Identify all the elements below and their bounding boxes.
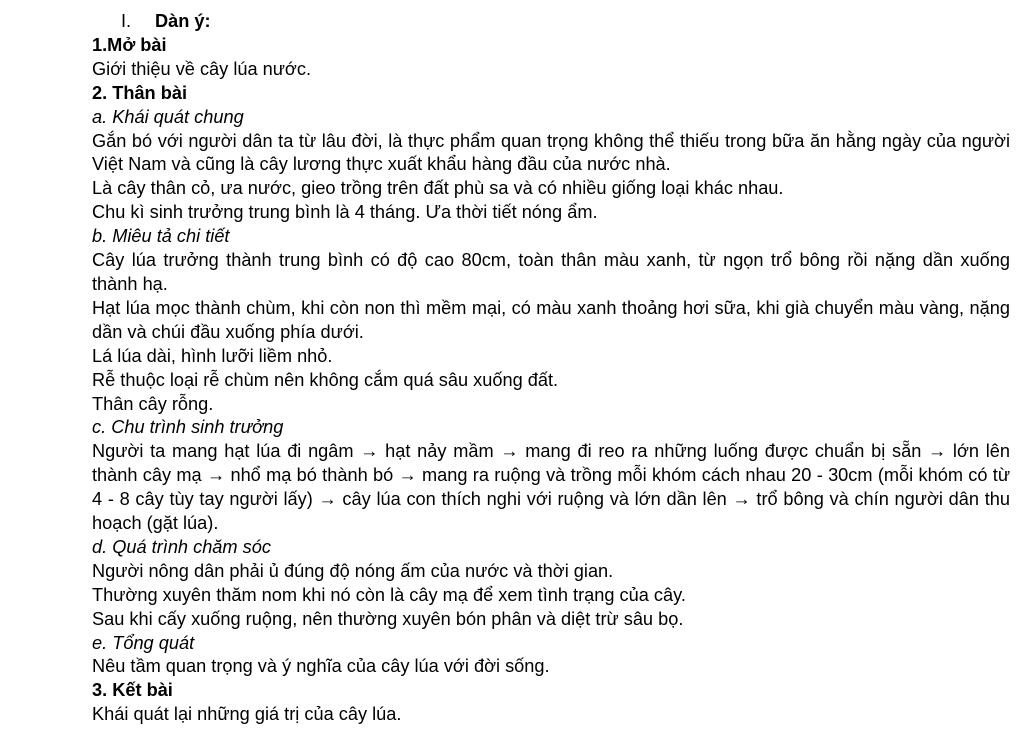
section-d-paragraph: Thường xuyên thăm nom khi nó còn là cây mạ để xem tình trạng của cây. xyxy=(92,584,686,605)
section-e-paragraph: Nêu tầm quan trọng và ý nghĩa của cây lúa với đời sống. xyxy=(92,656,550,677)
section-b-paragraph: Cây lúa trưởng thành trung bình có độ cao 80cm, toàn thân màu xanh, từ ngọn trổ bông rồi nặng dần xuống thành hạ. xyxy=(92,250,1010,294)
section-a-heading: a. Khái quát chung xyxy=(92,106,244,127)
body-heading: 2. Thân bài xyxy=(92,82,187,103)
outline-title-number: I. xyxy=(121,11,132,31)
section-d-heading: d. Quá trình chăm sóc xyxy=(92,536,271,557)
section-a-paragraph: Là cây thân cỏ, ưa nước, gieo trồng trên đất phù sa và có nhiều giống loại khác nhau. xyxy=(92,178,784,199)
conclusion-text: Khái quát lại những giá trị của cây lúa. xyxy=(92,704,402,725)
section-b-paragraph: Lá lúa dài, hình lưỡi liềm nhỏ. xyxy=(92,345,333,366)
intro-heading: 1.Mở bài xyxy=(92,34,167,55)
section-c-paragraph: Người ta mang hạt lúa đi ngâm → hạt nảy mầm → mang đi reo ra những luống được chuẩn bị sẵn → lớn lên thành cây mạ → nhổ mạ bó thành bó → mang ra ruộng và trồng mỗi khóm cách nhau 20 - 30cm (mỗi khóm có từ 4 - 8 cây tùy tay người lấy) → cây lúa con thích nghi với ruộng và lớn dần lên → trổ bông và chín người dân thu hoạch (gặt lúa). xyxy=(92,441,1010,534)
section-d-paragraph: Người nông dân phải ủ đúng độ nóng ấm của nước và thời gian. xyxy=(92,560,614,581)
outline-title-text: Dàn ý: xyxy=(155,11,211,31)
section-b-paragraph: Thân cây rỗng. xyxy=(92,393,214,414)
outline-title xyxy=(92,10,1010,34)
intro-text: Giới thiệu về cây lúa nước. xyxy=(92,58,312,79)
section-e-heading: e. Tổng quát xyxy=(92,632,195,653)
section-c-heading: c. Chu trình sinh trưởng xyxy=(92,417,284,438)
conclusion-heading: 3. Kết bài xyxy=(92,680,173,701)
section-b-paragraph: Hạt lúa mọc thành chùm, khi còn non thì mềm mại, có màu xanh thoảng hơi sữa, khi già chuyển màu vàng, nặng dần và chúi đầu xuống phía dưới. xyxy=(92,297,1010,342)
section-b-paragraph: Rễ thuộc loại rễ chùm nên không cắm quá sâu xuống đất. xyxy=(92,369,559,390)
section-b-heading: b. Miêu tả chi tiết xyxy=(92,226,230,247)
section-d-paragraph: Sau khi cấy xuống ruộng, nên thường xuyên bón phân và diệt trừ sâu bọ. xyxy=(92,608,684,629)
section-a-paragraph: Chu kì sinh trưởng trung bình là 4 tháng. Ưa thời tiết nóng ẩm. xyxy=(92,202,598,223)
document-page xyxy=(92,10,1010,727)
section-a-paragraph: Gắn bó với người dân ta từ lâu đời, là thực phẩm quan trọng không thể thiếu trong bữa ăn hằng ngày của người Việt Nam và cũng là cây lương thực xuất khẩu hàng đầu của nước nhà. xyxy=(92,130,1010,175)
